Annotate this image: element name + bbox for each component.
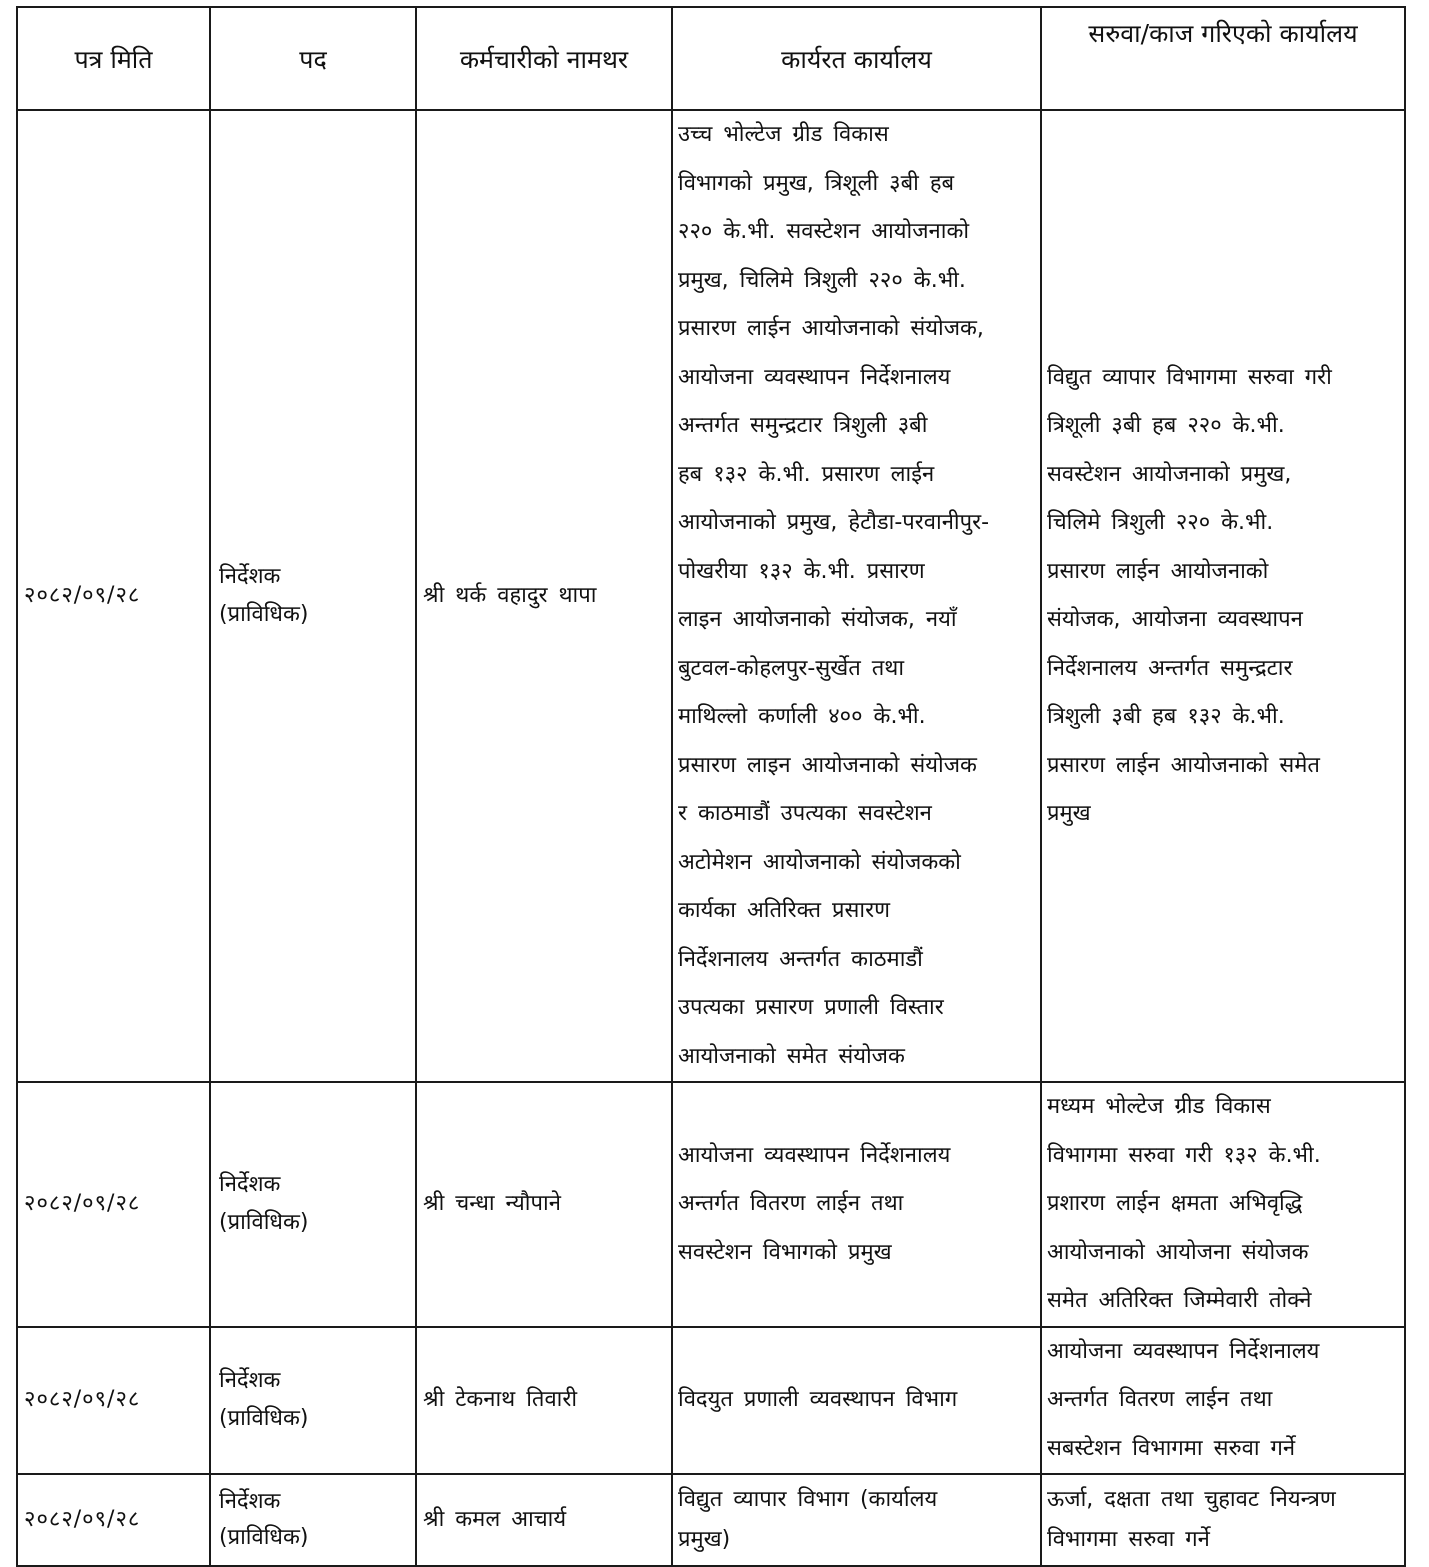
transfer-office-cell	[1041, 1474, 1405, 1566]
table-row	[17, 1082, 1405, 1327]
employee-name: श्री टेकनाथ तिवारी	[423, 1387, 578, 1412]
header-transfer-office: सरुवा/काज गरिएको कार्यालय	[1041, 7, 1405, 110]
current-office-text: आयोजना व्यवस्थापन निर्देशनालय अन्तर्गत वितरण लाईन तथा सवस्टेशन विभागको प्रमुख	[678, 1142, 951, 1265]
employee-name: श्री चन्धा न्यौपाने	[423, 1191, 561, 1216]
name-cell	[416, 1474, 672, 1566]
current-office-text: उच्च भोल्टेज ग्रीड विकास विभागको प्रमुख, त्रिशूली ३बी हब २२० के.भी. सवस्टेशन आयोजनाको प्रमुख, चिलिमे त्रिशुली २२० के.भी. प्रसारण लाईन आयोजनाको संयोजक, आयोजना व्यवस्थापन निर्देशनालय अन्तर्गत समुन्द्रटार त्रिशुली ३बी हब १३२ के.भी. प्रसारण लाईन आयोजनाको प्रमुख, हेटौडा-परवानीपुर- पोखरीया १३२ के.भी. प्रसारण लाइन आयोजनाको संयोजक, नयाँ बुटवल-कोहलपुर-सुर्खेत तथा माथिल्लो कर्णाली ४०० के.भी. प्रसारण लाइन आयोजनाको संयोजक र काठमाडौं उपत्यका सवस्टेशन अटोमेशन आयोजनाको संयोजकको कार्यका अतिरिक्त प्रसारण निर्देशनालय अन्तर्गत काठमाडौं उपत्यका प्रसारण प्रणाली विस्तार आयोजनाको समेत संयोजक	[678, 122, 990, 1069]
letter-date: २०८२/०९/२८	[24, 1387, 141, 1412]
employee-name: श्री थर्क वहादुर थापा	[423, 582, 597, 608]
transfer-office-cell	[1041, 110, 1405, 1082]
transfer-office-cell	[1041, 1327, 1405, 1475]
transfer-office-text: मध्यम भोल्टेज ग्रीड विकास विभागमा सरुवा गरी १३२ के.भी. प्रशारण लाईन क्षमता अभिवृद्धि आयोजनाको आयोजना संयोजक समेत अतिरिक्त जिम्मेवारी तोक्ने	[1047, 1094, 1321, 1313]
date-cell	[17, 1327, 210, 1475]
letter-date: २०८२/०९/२८	[24, 1191, 141, 1216]
post-cell	[210, 1082, 416, 1327]
date-cell	[17, 110, 210, 1082]
date-cell	[17, 1474, 210, 1566]
transfer-office-text: विद्युत व्यापार विभागमा सरुवा गरी त्रिशूली ३बी हब २२० के.भी. सवस्टेशन आयोजनाको प्रमुख, चिलिमे त्रिशुली २२० के.भी. प्रसारण लाईन आयोजनाको संयोजक, आयोजना व्यवस्थापन निर्देशनालय अन्तर्गत समुन्द्रटार त्रिशुली ३बी हब १३२ के.भी. प्रसारण लाईन आयोजनाको समेत प्रमुख	[1047, 364, 1332, 826]
post-title: निर्देशक (प्राविधिक)	[219, 1489, 309, 1550]
header-name: कर्मचारीको नामथर	[416, 7, 672, 110]
current-office-cell	[672, 1082, 1041, 1327]
name-cell	[416, 1327, 672, 1475]
post-title: निर्देशक (प्राविधिक)	[219, 1368, 309, 1432]
letter-date: २०८२/०९/२८	[24, 1506, 141, 1532]
current-office-cell	[672, 1327, 1041, 1475]
letter-date: २०८२/०९/२८	[24, 582, 141, 608]
table-header-row	[17, 7, 1405, 110]
post-title: निर्देशक (प्राविधिक)	[219, 1172, 309, 1236]
name-cell	[416, 1082, 672, 1327]
table-row	[17, 1474, 1405, 1566]
current-office-text: विद्युत व्यापार विभाग (कार्यालय प्रमुख)	[678, 1487, 938, 1552]
date-cell	[17, 1082, 210, 1327]
post-cell	[210, 1474, 416, 1566]
transfer-office-text: ऊर्जा, दक्षता तथा चुहावट नियन्त्रण विभागमा सरुवा गर्ने	[1047, 1487, 1336, 1552]
table-row	[17, 110, 1405, 1082]
header-date: पत्र मिति	[17, 7, 210, 110]
post-cell	[210, 1327, 416, 1475]
current-office-text: विदयुत प्रणाली व्यवस्थापन विभाग	[678, 1387, 958, 1412]
table-row	[17, 1327, 1405, 1475]
current-office-cell	[672, 110, 1041, 1082]
post-cell	[210, 110, 416, 1082]
transfer-office-cell	[1041, 1082, 1405, 1327]
name-cell	[416, 110, 672, 1082]
transfer-table	[16, 6, 1406, 1567]
current-office-cell	[672, 1474, 1041, 1566]
header-current-office: कार्यरत कार्यालय	[672, 7, 1041, 110]
header-post: पद	[210, 7, 416, 110]
transfer-office-text: आयोजना व्यवस्थापन निर्देशनालय अन्तर्गत वितरण लाईन तथा सबस्टेशन विभागमा सरुवा गर्ने	[1047, 1338, 1320, 1461]
employee-name: श्री कमल आचार्य	[423, 1506, 567, 1532]
post-title: निर्देशक (प्राविधिक)	[219, 564, 309, 627]
